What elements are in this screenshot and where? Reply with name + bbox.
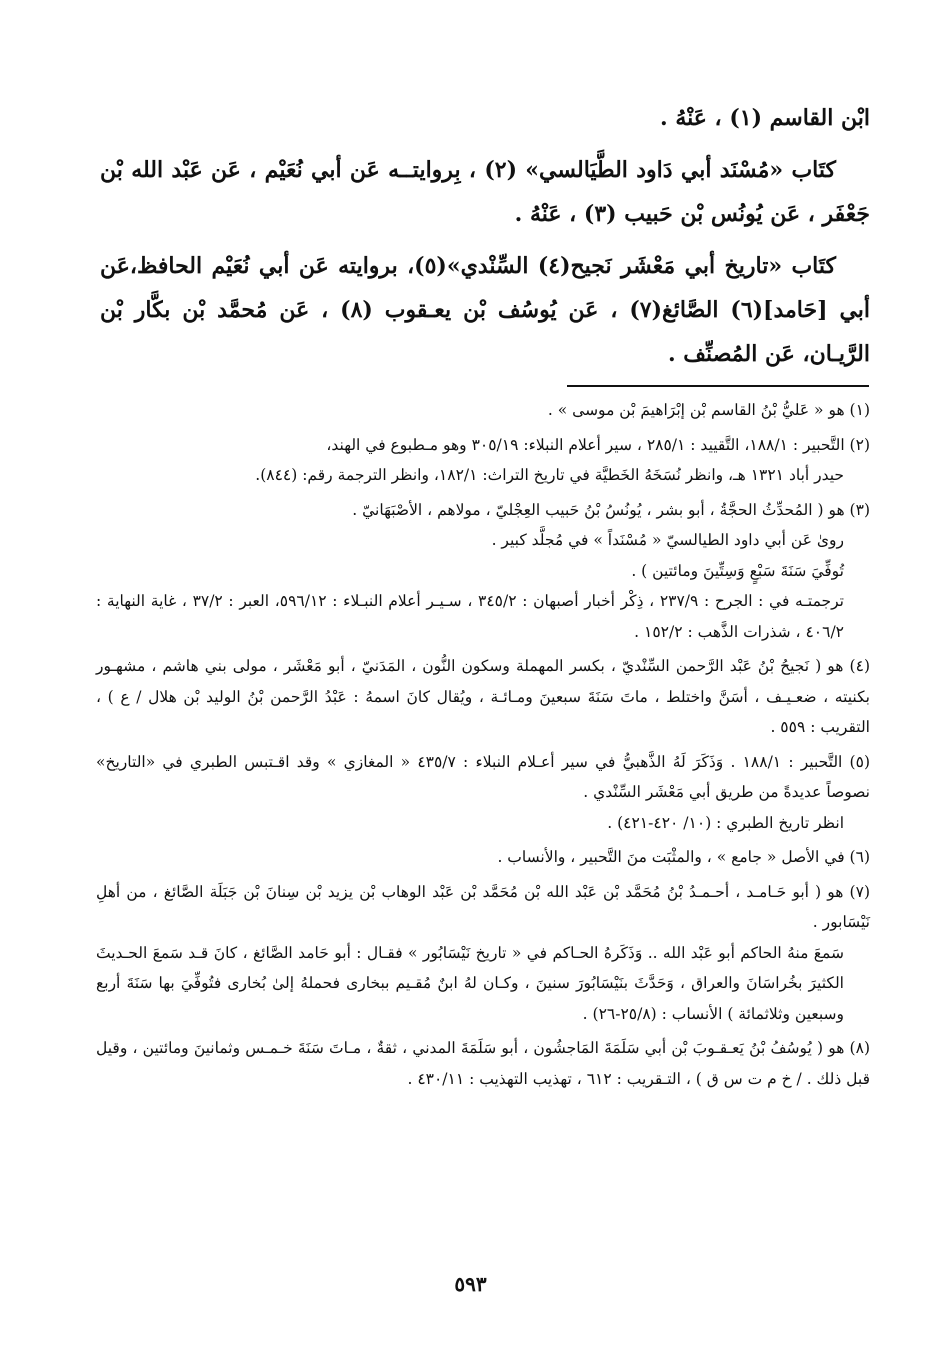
footnote-line: ترجمتـه في : الجرح : ٢٣٧/٩ ، ذِكْر أخبار أصبهان : ٣٤٥/٢ ، سـيـر أعلام النبـلاء : ٥٩٦/١٢، العبر : ٣٧/٢ ، غاية النهاية : ٤٠٦/٢ ، شذرات الذَّهب : ١٥٢/٢ . <box>96 592 844 641</box>
footnote-1 <box>96 395 870 426</box>
footnote-6 <box>96 842 870 873</box>
footnotes <box>96 395 870 1098</box>
footnote-separator <box>567 385 869 387</box>
footnote-line: (٧) هو ( أبو حَـامـد ، أحـمـدُ بْنُ مُحَمَّد بْن عَبْد الله بْن مُحَمَّد بْن عَبْد الوهاب بْن يزيد بْن سِنانَ بْن جَبَلَة الصَّائغ ، من أهلِ نَيْسَابور . <box>96 882 870 931</box>
footnote-line: (٣) هو ( المُحدِّثُ الحجَّةُ ، أبو بشر ، يُونُسُ بْنُ حَبيب العِجْليّ ، مولاهم ، الأصْبَهَانيّ . <box>352 500 870 519</box>
footnote-8 <box>96 1033 870 1094</box>
footnote-line: (٢) التَّحبير : ١٨٨/١، التَّقييد : ٢٨٥/١ ، سير أعلام النبلاء: ٣٠٥/١٩ وهو مـطبوع في الهند، <box>326 435 870 454</box>
page-number: ٥٩٣ <box>454 1272 487 1296</box>
main-paragraph: كتَاب «مُسْنَد أبي دَاود الطَّيَالسي» (٢) ، بِروايتــه عَن أبي نُعَيْم ، عَن عَبْد الله بْن جَعْفَر ، عَن يُونُس بْن حَبيب (٣) ، عَنْهُ . <box>100 157 870 227</box>
footnote-7 <box>96 877 870 1030</box>
footnote-line: حيدر أباد ١٣٢١ هـ، وانظر نُسَخَهُ الخَطيَّة في تاريخ التراث: ١٨٢/١، وانظر الترجمة رقم: (٨٤٤). <box>255 466 844 484</box>
footnote-line: سَمعَ منهُ الحاكم أبو عَبْد الله .. وَذَكَرهُ الحـاكم في « تاريخ نَيْسَابُور » فقـال : أبو حَامد الصَّائغ ، كانَ قـد سَمعَ الحـديثَ الكثيرَ بخُراسَانَ والعراق ، وَحَدَّثَ بنَيْسَابُورَ سنينَ ، وكـان لهُ ابنٌ مُقـيم ببخارى فحملهُ إلىٰ بُخارى فتُوفِّيَ بها سَنَةَ أربع وسبعين وثلاثمائة ) الأنساب : (٢٥/٨-٢٦) . <box>96 943 844 1023</box>
main-paragraph: كتَاب «تاريخ أبي مَعْشَر نَجيح(٤) السِّنْدي»(٥)، بروايته عَن أبي نُعَيْم الحافظ،عَن أبي [حَامد](٦) الصَّائغ(٧) ، عَن يُوسُف بْن يعـقوب (٨) ، عَن مُحمَّد بْن بكَّار بْن الرَّيـان، عَن المُصنِّف . <box>100 253 871 367</box>
footnote-line: روىٰ عَن أبي داود الطيالسيّ « مُسْنَداً » في مُجلَّد كبير . <box>491 531 844 549</box>
footnote-2 <box>96 430 870 491</box>
main-paragraph: ابْن القاسم (١) ، عَنْهُ . <box>660 105 870 131</box>
footnote-line: انظر تاريخ الطبري : (١٠/ ٤٢٠-٤٢١) . <box>607 813 844 832</box>
footnote-line: (٥) التَّحبير : ١٨٨/١ . وَذَكَرَ لَهُ الذَّهبيُّ في سير أعـلام النبلاء : ٤٣٥/٧ « المغازي » وقد اقـتبس الطبري في «التاريخ» نصوصاً عديدةً من طريق أبي مَعْشَر السِّنْدي . <box>96 752 870 801</box>
footnote-line: (٦) في الأصل « جامع » ، والمثْبَت منَ التَّحبير ، والأنساب . <box>497 848 870 866</box>
main-text <box>100 96 870 384</box>
footnote-4 <box>96 651 870 743</box>
footnote-3 <box>96 495 870 648</box>
footnote-line: (٨) هو ( يُوسُفُ بْنُ يَعـقـوبَ بْن أبي سَلَمَةَ المَاجشُون ، أبو سَلَمَةَ المدني ، ثقةٌ ، مـاتَ سَنَةَ خـمـس وثمانينَ ومائتين ، وقيل قبل ذلك . / خ م ت س ق ) ، التـقريب : ٦١٢ ، تهذيب التهذيب : ٤٣٠/١١ . <box>96 1039 870 1088</box>
footnote-line: (١) هو « عَليُّ بْنُ القاسم بْن إبْرَاهيمَ بْن موسى » . <box>547 401 870 419</box>
footnote-line: تُوفِّيَ سَنَةَ سَبْعٍ وَسِتِّينَ ومائتين ) . <box>631 561 844 580</box>
footnote-5 <box>96 747 870 839</box>
footnote-line: (٤) هو ( نَجيحُ بْنُ عَبْد الرَّحمن السِّنْديّ ، بكسر المهملة وسكون النُّون ، المَدَنيّ ، أبو مَعْشَر ، مولى بني هاشم ، مشهـور بكنيته ، ضعـيـف ، أسَنَّ واختلط ، ماتَ سَنَةَ سبعينَ ومـائـة ، ويُقال كانَ اسمهُ : عَبْدُ الرَّحمن بْنُ الوليد بْن هلال / ع ) ، التقريب : ٥٥٩ . <box>96 657 870 736</box>
